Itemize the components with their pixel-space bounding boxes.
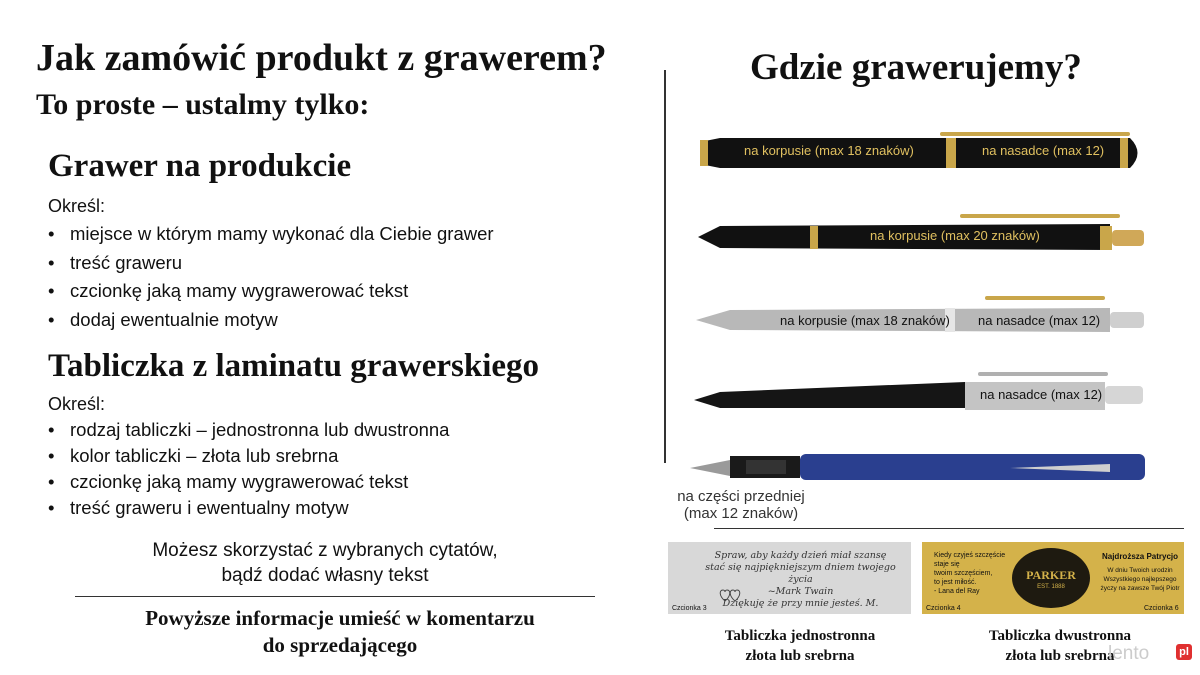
right-title: Gdzie grawerujemy? xyxy=(750,47,1082,88)
list-item: • rodzaj tabliczki – jednostronna lub dwustronna xyxy=(48,417,449,443)
engraving-label: na korpusie (max 18 znaków) xyxy=(744,143,914,158)
section-intro: Określ: xyxy=(48,196,106,216)
section-heading-engraving: Grawer na produkcie xyxy=(48,148,352,184)
plate-caption-double: Tabliczka dwustronna złota lub srebrna xyxy=(988,628,1132,664)
list-item: • czcionkę jaką mamy wygrawerować tekst xyxy=(48,469,449,495)
pen-black-silver-ballpoint xyxy=(690,370,1150,416)
list-item: • kolor tabliczki – złota lub srebrna xyxy=(48,443,449,469)
plate-double-sided-sample: Kiedy czyjeś szczęście staje się twoim szczęściem, to jest miłość. - Lana del Ray PARKER EST. 1888 Najdroższa Patrycjo W dniu Twoich urodzin Wszystkiego najlepszego życzy na zawsze Twój Piotr Czcionka 4 Czcionka 6 xyxy=(922,542,1184,614)
plate-caption-single: Tabliczka jednostronna złota lub srebrna xyxy=(724,628,876,664)
hearts-icon xyxy=(718,586,744,604)
list-item: • miejsce w którym mamy wykonać dla Ciebie grawer xyxy=(48,220,494,249)
horizontal-divider xyxy=(714,528,1184,529)
engraving-label: na korpusie (max 18 znaków) xyxy=(780,313,950,328)
vertical-divider xyxy=(664,70,666,463)
list-item: • czcionkę jaką mamy wygrawerować tekst xyxy=(48,277,494,306)
plate-single-sided-sample: Spraw, aby każdy dzień miał szansę stać się najpiękniejszym dniem twojego życia ~Mark Twain Dziękuję że przy mnie jesteś. M. Czcionka 3 xyxy=(668,542,911,614)
font-tag: Czcionka 6 xyxy=(1144,605,1179,612)
main-title: Jak zamówić produkt z grawerem? xyxy=(36,37,607,79)
engraving-label: na nasadce (max 12) xyxy=(980,387,1103,402)
list-item: • treść graweru xyxy=(48,249,494,278)
section-heading-plate: Tabliczka z laminatu grawerskiego xyxy=(48,348,540,384)
pen-black-gold-ballpoint xyxy=(690,210,1150,256)
list-item: • dodaj ewentualnie motyw xyxy=(48,306,494,335)
section-intro: Określ: xyxy=(48,394,106,414)
subtitle: To proste – ustalmy tylko: xyxy=(36,88,370,121)
font-tag: Czcionka 4 xyxy=(926,605,961,612)
parker-logo: PARKER EST. 1888 xyxy=(1012,548,1090,608)
pen-illustration xyxy=(690,446,1150,486)
quote-note: Możesz skorzystać z wybranych cytatów, bądź dodać własny tekst xyxy=(152,540,498,586)
plate-requirements-list xyxy=(48,417,449,521)
font-tag: Czcionka 3 xyxy=(672,605,707,612)
front-section-label: na części przedniej (max 12 znaków) xyxy=(677,488,805,522)
comment-note: Powyższe informacje umieść w komentarzu do sprzedającego xyxy=(145,606,535,657)
engraving-label: na nasadce (max 12) xyxy=(978,313,1101,328)
engraving-label: na nasadce (max 12) xyxy=(982,143,1105,158)
engraving-requirements-list xyxy=(48,220,494,334)
pen-black-gold-rollerball xyxy=(690,128,1150,176)
lento-logo-icon: pl xyxy=(1176,644,1192,660)
pen-blue-fountain xyxy=(690,446,1150,486)
engraving-label: na korpusie (max 20 znaków) xyxy=(870,228,1040,243)
list-item: • treść graweru i ewentualny motyw xyxy=(48,495,449,521)
watermark: lento xyxy=(1108,643,1150,664)
divider xyxy=(75,596,595,597)
pen-silver-ballpoint xyxy=(690,292,1150,338)
